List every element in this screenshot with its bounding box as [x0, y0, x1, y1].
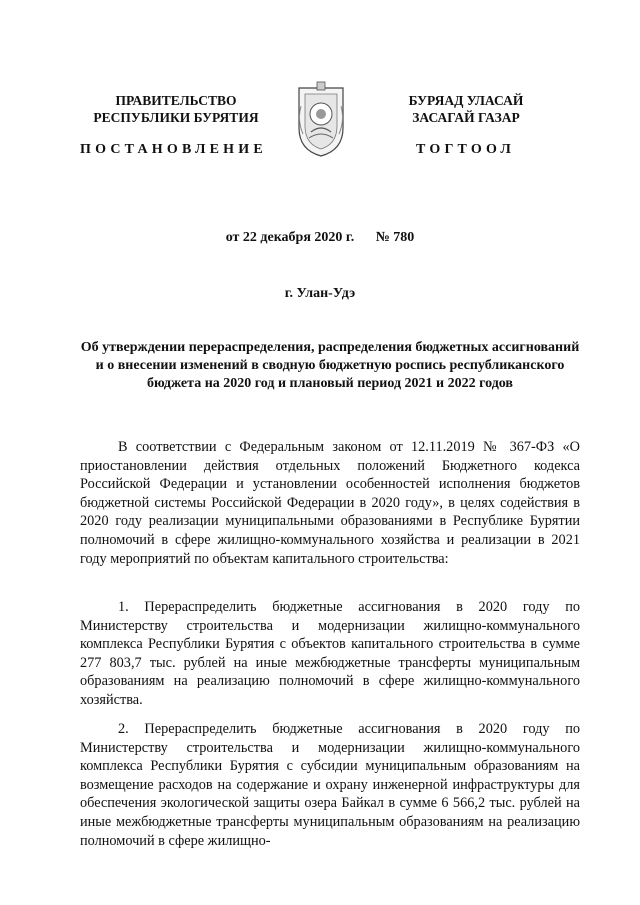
header-right-line-2: ЗАСАГАЙ ГАЗАР: [412, 110, 520, 125]
republic-of-buryatia-emblem-icon: [295, 80, 347, 158]
government-name-russian: [80, 92, 272, 126]
preamble-paragraph: В соответствии с Федеральным законом от 12.11.2019 № 367-ФЗ «О приостановлении действия отдельных положений Бюджетного кодекса Российской Федерации и установлении особенностей исполнения бюджетов бюджетной системы Российской Федерации в 2020 году», в целях содействия в 2020 году реализации муниципальными образованиями в Республике Бурятии полномочий в сфере жилищно-коммунального хозяйства и реализации в 2021 году мероприятий по объектам капитального строительства:: [80, 439, 580, 567]
clause-1-paragraph: 1. Перераспределить бюджетные ассигнования в 2020 году по Министерству строительства и модернизации жилищно-коммунального комплекса Республики Бурятия с объектов капитального строительства в сумме 277 803,7 тыс. рублей на иные межбюджетные трансферты муниципальным образованиям на реализацию полномочий в сфере жилищно-коммунального хозяйства.: [80, 599, 580, 708]
decree-type-buryat: ТОГТООЛ: [416, 142, 516, 157]
decree-date: от 22 декабря 2020 г.: [225, 230, 355, 245]
decree-type-russian: ПОСТАНОВЛЕНИЕ: [80, 142, 267, 157]
decree-title: Об утверждении перераспределения, распределения бюджетных ассигнований и о внесении изменений в сводную бюджетную роспись республиканского бюджета на 2020 год и плановый период 2021 и 2022 годов: [80, 340, 580, 391]
header-right-line-1: БУРЯАД УЛАСАЙ: [408, 93, 524, 108]
header-left-line-1: ПРАВИТЕЛЬСТВО: [115, 93, 237, 108]
government-name-buryat: [372, 92, 560, 126]
clause-2-paragraph: 2. Перераспределить бюджетные ассигнования в 2020 году по Министерству строительства и модернизации жилищно-коммунального комплекса Республики Бурятия с субсидии муниципальным образованиям на возмещение расходов на содержание и охрану инженерной инфраструктуры для обеспечения экологической защиты озера Байкал в сумме 6 566,2 тыс. рублей на иные межбюджетные трансферты муниципальным образованиям на реализацию полномочий в сфере жилищно-: [80, 721, 580, 849]
decree-number: № 780: [375, 230, 415, 245]
decree-date-line: [0, 230, 640, 246]
decree-city: г. Улан-Удэ: [284, 286, 356, 301]
header-left-line-2: РЕСПУБЛИКИ БУРЯТИЯ: [93, 110, 259, 125]
